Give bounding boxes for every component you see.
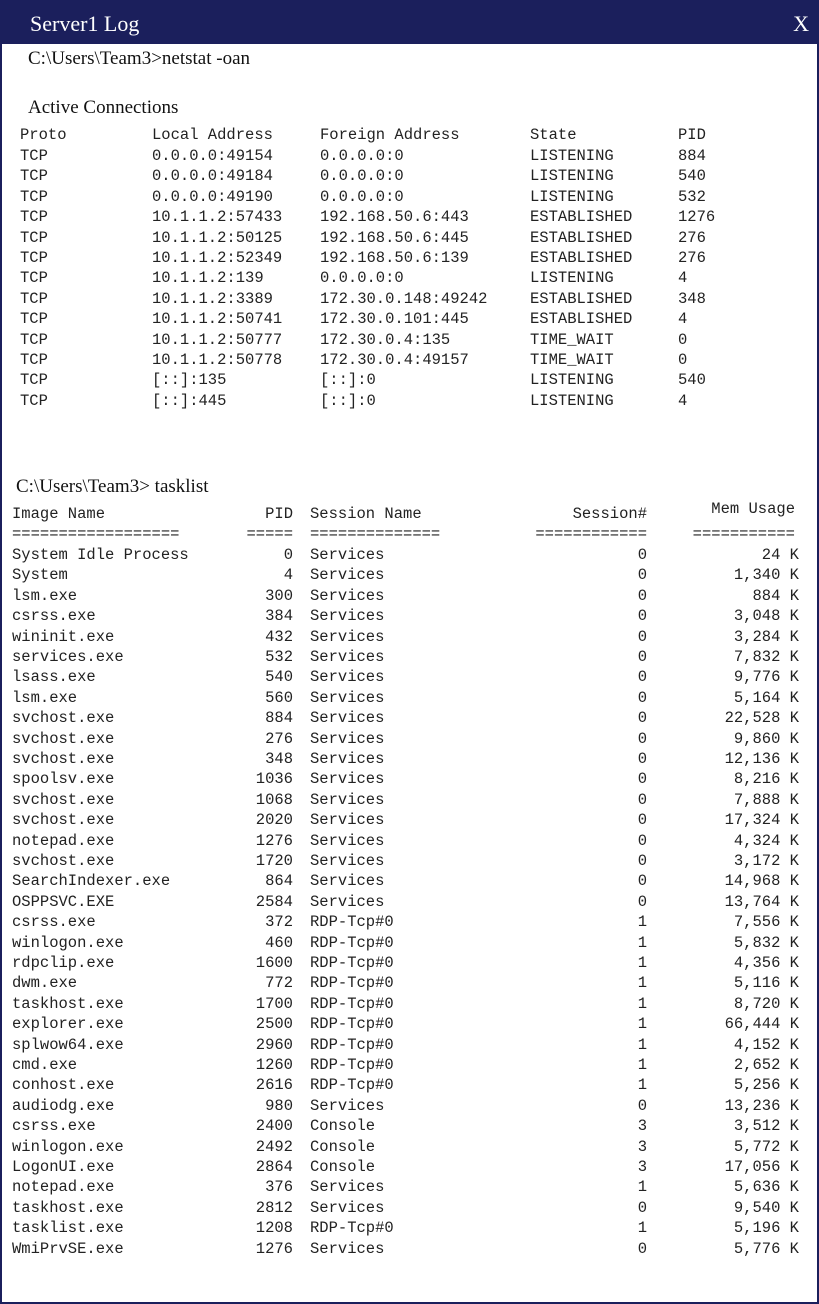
tasklist-cell-image: csrss.exe: [12, 913, 96, 932]
tasklist-cell-session-name: Services: [310, 1198, 385, 1217]
netstat-cell-state: LISTENING: [530, 147, 614, 165]
tasklist-cell-session-num: 1: [637, 1035, 647, 1054]
tasklist-cell-image: taskhost.exe: [12, 994, 124, 1013]
tasklist-cell-session-name: Services: [310, 790, 385, 809]
tasklist-cell-mem: 9,776 K: [733, 668, 799, 687]
tasklist-cell-mem: 9,860 K: [733, 729, 799, 748]
netstat-cell-foreign: 172.30.0.101:445: [320, 310, 469, 329]
tasklist-cell-image: lsm.exe: [12, 586, 78, 605]
tasklist-cell-session-name: Services: [310, 1096, 385, 1115]
netstat-cell-local: 0.0.0.0:49184: [152, 167, 273, 186]
tasklist-cell-image: explorer.exe: [12, 1015, 124, 1034]
netstat-cell-state: TIME_WAIT: [530, 330, 614, 349]
tasklist-cell-image: taskhost.exe: [12, 1198, 124, 1217]
tasklist-cell-pid: 540: [265, 668, 293, 687]
tasklist-cell-image: OSPPSVC.EXE: [12, 892, 115, 911]
tasklist-cell-session-num: 1: [637, 974, 647, 993]
tasklist-cell-image: rdpclip.exe: [12, 954, 115, 972]
tasklist-cell-session-num: 3: [637, 1117, 647, 1136]
tasklist-cell-session-num: 0: [637, 872, 647, 891]
tasklist-cell-image: lsass.exe: [12, 668, 96, 687]
tasklist-cell-image: svchost.exe: [12, 709, 115, 728]
tasklist-cell-pid: 4: [283, 566, 293, 585]
tasklist-cell-session-name: Services: [310, 668, 385, 687]
tasklist-cell-image: csrss.exe: [12, 607, 96, 626]
tasklist-header-session-name: Session Name: [310, 505, 422, 523]
netstat-cell-foreign: 0.0.0.0:0: [320, 269, 404, 288]
tasklist-cell-pid: 884: [265, 709, 293, 728]
netstat-cell-local: 10.1.1.2:50777: [152, 330, 283, 349]
tasklist-cell-pid: 2616: [255, 1076, 293, 1095]
tasklist-cell-mem: 24 K: [761, 546, 799, 564]
tasklist-cell-session-name: RDP-Tcp#0: [310, 933, 394, 952]
netstat-cell-local: 10.1.1.2:50741: [152, 310, 283, 329]
netstat-cell-local: 0.0.0.0:49190: [152, 187, 273, 206]
netstat-cell-proto: TCP: [20, 391, 48, 410]
tasklist-cell-image: svchost.exe: [12, 729, 115, 748]
tasklist-cell-session-num: 0: [637, 607, 647, 626]
netstat-cell-foreign: [::]:0: [320, 391, 376, 410]
netstat-cell-pid: 4: [678, 391, 688, 410]
netstat-cell-pid: 348: [678, 289, 706, 308]
tasklist-cell-session-name: Services: [310, 1239, 385, 1258]
tasklist-cell-mem: 12,136 K: [724, 750, 799, 768]
tasklist-cell-session-num: 0: [637, 709, 647, 728]
netstat-cell-state: ESTABLISHED: [530, 289, 633, 308]
tasklist-cell-session-num: 1: [637, 933, 647, 952]
netstat-cell-state: ESTABLISHED: [530, 228, 633, 247]
tasklist-separator-session-num: ============: [535, 525, 647, 543]
tasklist-cell-mem: 884 K: [752, 586, 799, 605]
tasklist-cell-mem: 4,356 K: [733, 954, 799, 972]
tasklist-cell-mem: 5,832 K: [733, 933, 799, 952]
tasklist-cell-session-name: RDP-Tcp#0: [310, 1015, 394, 1034]
tasklist-cell-session-name: RDP-Tcp#0: [310, 994, 394, 1013]
tasklist-cell-session-name: Console: [310, 1158, 376, 1176]
tasklist-cell-image: System: [12, 566, 68, 585]
tasklist-cell-session-name: Services: [310, 892, 385, 911]
tasklist-cell-mem: 3,048 K: [733, 607, 799, 626]
tasklist-cell-image: notepad.exe: [12, 1178, 115, 1197]
netstat-cell-foreign: 192.168.50.6:445: [320, 228, 469, 247]
netstat-cell-pid: 884: [678, 147, 706, 165]
netstat-cell-pid: 4: [678, 269, 688, 288]
netstat-cell-proto: TCP: [20, 289, 48, 308]
netstat-cell-local: 10.1.1.2:50125: [152, 228, 283, 247]
netstat-cell-local: 10.1.1.2:50778: [152, 351, 283, 369]
tasklist-cell-mem: 5,776 K: [733, 1239, 799, 1258]
tasklist-cell-pid: 2960: [255, 1035, 293, 1054]
netstat-cell-foreign: 172.30.0.4:135: [320, 330, 451, 349]
netstat-cell-state: LISTENING: [530, 269, 614, 288]
tasklist-cell-pid: 772: [265, 974, 293, 993]
tasklist-cell-pid: 432: [265, 627, 293, 646]
tasklist-cell-session-num: 1: [637, 913, 647, 932]
tasklist-cell-mem: 3,172 K: [733, 852, 799, 870]
netstat-cell-local: [::]:445: [152, 391, 227, 410]
tasklist-cell-session-num: 0: [637, 688, 647, 707]
tasklist-cell-mem: 8,720 K: [733, 994, 799, 1013]
tasklist-cell-session-num: 0: [637, 770, 647, 789]
netstat-cell-state: LISTENING: [530, 391, 614, 410]
tasklist-cell-mem: 5,772 K: [733, 1137, 799, 1156]
tasklist-cell-session-num: 1: [637, 1178, 647, 1197]
netstat-cell-proto: TCP: [20, 208, 48, 227]
netstat-cell-proto: TCP: [20, 187, 48, 206]
tasklist-cell-session-name: RDP-Tcp#0: [310, 1035, 394, 1054]
netstat-cell-pid: 1276: [678, 208, 716, 227]
tasklist-cell-mem: 13,764 K: [724, 892, 799, 911]
netstat-header-pid: PID: [678, 126, 706, 144]
tasklist-cell-session-name: Services: [310, 872, 385, 891]
netstat-cell-proto: TCP: [20, 351, 48, 369]
tasklist-cell-image: svchost.exe: [12, 852, 115, 870]
tasklist-cell-session-name: Services: [310, 566, 385, 585]
tasklist-cell-pid: 372: [265, 913, 293, 932]
tasklist-cell-session-name: Services: [310, 1178, 385, 1197]
tasklist-cell-image: lsm.exe: [12, 688, 78, 707]
netstat-cell-pid: 276: [678, 249, 706, 267]
tasklist-cell-image: winlogon.exe: [12, 1137, 124, 1156]
tasklist-cell-pid: 300: [265, 586, 293, 605]
tasklist-cell-mem: 14,968 K: [724, 872, 799, 891]
netstat-cell-pid: 0: [678, 351, 688, 369]
tasklist-cell-image: services.exe: [12, 648, 124, 666]
tasklist-cell-image: tasklist.exe: [12, 1219, 124, 1238]
netstat-cell-proto: TCP: [20, 330, 48, 349]
tasklist-cell-pid: 276: [265, 729, 293, 748]
tasklist-cell-pid: 2864: [255, 1158, 293, 1176]
tasklist-cell-session-num: 0: [637, 566, 647, 585]
netstat-cell-pid: 532: [678, 187, 706, 206]
active-connections-heading: Active Connections: [28, 97, 179, 118]
tasklist-cell-image: spoolsv.exe: [12, 770, 115, 789]
netstat-cell-foreign: 192.168.50.6:443: [320, 208, 469, 227]
netstat-header-foreign: Foreign Address: [320, 126, 460, 144]
tasklist-cell-mem: 5,636 K: [733, 1178, 799, 1197]
tasklist-cell-pid: 384: [265, 607, 293, 626]
tasklist-cell-image: wininit.exe: [12, 627, 115, 646]
tasklist-cell-pid: 0: [283, 546, 293, 564]
tasklist-cell-mem: 1,340 K: [733, 566, 799, 585]
netstat-cell-local: 10.1.1.2:139: [152, 269, 264, 288]
tasklist-cell-session-num: 0: [637, 729, 647, 748]
tasklist-cell-session-name: Services: [310, 811, 385, 830]
tasklist-cell-session-num: 0: [637, 1239, 647, 1258]
netstat-cell-state: LISTENING: [530, 371, 614, 390]
tasklist-cell-image: notepad.exe: [12, 831, 115, 850]
tasklist-separator-mem: ===========: [692, 525, 795, 543]
tasklist-cell-session-num: 0: [637, 892, 647, 911]
netstat-cell-state: LISTENING: [530, 187, 614, 206]
tasklist-cell-image: conhost.exe: [12, 1076, 115, 1095]
tasklist-cell-image: SearchIndexer.exe: [12, 872, 171, 891]
tasklist-cell-image: splwow64.exe: [12, 1035, 124, 1054]
tasklist-cell-pid: 1600: [255, 954, 293, 972]
netstat-cell-state: ESTABLISHED: [530, 208, 633, 227]
tasklist-header-mem: Mem Usage: [711, 500, 795, 518]
netstat-cell-local: 10.1.1.2:3389: [152, 289, 273, 308]
tasklist-cell-image: csrss.exe: [12, 1117, 96, 1136]
tasklist-cell-pid: 980: [265, 1096, 293, 1115]
tasklist-cell-session-num: 1: [637, 954, 647, 972]
netstat-cell-pid: 276: [678, 228, 706, 247]
tasklist-cell-session-num: 0: [637, 586, 647, 605]
tasklist-cell-session-num: 0: [637, 648, 647, 666]
tasklist-cell-image: svchost.exe: [12, 790, 115, 809]
tasklist-separator-session-name: ==============: [310, 525, 441, 543]
tasklist-cell-image: WmiPrvSE.exe: [12, 1239, 124, 1258]
tasklist-cell-session-name: Services: [310, 729, 385, 748]
tasklist-cell-pid: 1700: [255, 994, 293, 1013]
tasklist-cell-pid: 1276: [255, 1239, 293, 1258]
netstat-cell-pid: 0: [678, 330, 688, 349]
tasklist-header-pid: PID: [265, 505, 293, 523]
tasklist-cell-mem: 5,116 K: [733, 974, 799, 993]
tasklist-cell-session-name: Services: [310, 648, 385, 666]
netstat-cell-state: ESTABLISHED: [530, 310, 633, 329]
tasklist-cell-session-name: RDP-Tcp#0: [310, 1056, 394, 1074]
tasklist-cell-session-name: Services: [310, 770, 385, 789]
netstat-cell-local: 0.0.0.0:49154: [152, 147, 273, 165]
tasklist-cell-image: svchost.exe: [12, 811, 115, 830]
tasklist-cell-mem: 8,216 K: [733, 770, 799, 789]
tasklist-cell-session-name: RDP-Tcp#0: [310, 974, 394, 993]
tasklist-cell-session-name: RDP-Tcp#0: [310, 1219, 394, 1238]
netstat-cell-foreign: [::]:0: [320, 371, 376, 390]
netstat-cell-proto: TCP: [20, 167, 48, 186]
tasklist-cell-mem: 7,888 K: [733, 790, 799, 809]
tasklist-cell-pid: 376: [265, 1178, 293, 1197]
tasklist-cell-session-num: 0: [637, 852, 647, 870]
netstat-header-proto: Proto: [20, 126, 67, 144]
netstat-cell-foreign: 192.168.50.6:139: [320, 249, 469, 267]
tasklist-cell-image: LogonUI.exe: [12, 1158, 115, 1176]
tasklist-cell-session-name: Services: [310, 586, 385, 605]
netstat-cell-state: TIME_WAIT: [530, 351, 614, 369]
tasklist-cell-pid: 2020: [255, 811, 293, 830]
tasklist-cell-session-num: 0: [637, 1096, 647, 1115]
netstat-cell-local: 10.1.1.2:52349: [152, 249, 283, 267]
tasklist-cell-image: cmd.exe: [12, 1056, 78, 1074]
tasklist-cell-pid: 1208: [255, 1219, 293, 1238]
netstat-cell-pid: 4: [678, 310, 688, 329]
netstat-cell-state: LISTENING: [530, 167, 614, 186]
tasklist-cell-mem: 4,152 K: [733, 1035, 799, 1054]
netstat-cell-proto: TCP: [20, 228, 48, 247]
tasklist-cell-session-name: Services: [310, 607, 385, 626]
netstat-header-state: State: [530, 126, 577, 144]
tasklist-cell-pid: 864: [265, 872, 293, 891]
netstat-cell-proto: TCP: [20, 371, 48, 390]
tasklist-cell-pid: 532: [265, 648, 293, 666]
tasklist-separator-image: ==================: [12, 525, 180, 543]
tasklist-cell-mem: 13,236 K: [724, 1096, 799, 1115]
tasklist-cell-mem: 17,324 K: [724, 811, 799, 830]
netstat-cell-state: ESTABLISHED: [530, 249, 633, 267]
tasklist-cell-mem: 3,284 K: [733, 627, 799, 646]
netstat-cell-local: [::]:135: [152, 371, 227, 390]
tasklist-cell-pid: 2584: [255, 892, 293, 911]
tasklist-cell-image: audiodg.exe: [12, 1096, 115, 1115]
tasklist-cell-session-num: 1: [637, 994, 647, 1013]
tasklist-cell-session-name: Services: [310, 546, 385, 564]
tasklist-cell-mem: 3,512 K: [733, 1117, 799, 1136]
tasklist-command: C:\Users\Team3> tasklist: [16, 476, 209, 497]
tasklist-cell-mem: 5,164 K: [733, 688, 799, 707]
tasklist-cell-session-num: 3: [637, 1158, 647, 1176]
tasklist-header-session-num: Session#: [572, 505, 647, 523]
tasklist-cell-pid: 560: [265, 688, 293, 707]
title-bar[interactable]: [2, 2, 817, 44]
netstat-cell-foreign: 172.30.0.4:49157: [320, 351, 469, 369]
netstat-cell-pid: 540: [678, 371, 706, 390]
tasklist-cell-session-num: 1: [637, 1219, 647, 1238]
tasklist-header-image: Image Name: [12, 505, 106, 523]
netstat-cell-proto: TCP: [20, 310, 48, 329]
tasklist-cell-image: System Idle Process: [12, 546, 189, 564]
tasklist-cell-mem: 17,056 K: [724, 1158, 799, 1176]
tasklist-cell-session-num: 0: [637, 750, 647, 768]
tasklist-cell-mem: 7,832 K: [733, 648, 799, 666]
netstat-cell-foreign: 0.0.0.0:0: [320, 147, 404, 165]
tasklist-separator-pid: =====: [246, 525, 293, 543]
tasklist-cell-session-num: 0: [637, 831, 647, 850]
netstat-cell-foreign: 0.0.0.0:0: [320, 167, 404, 186]
tasklist-cell-session-name: Services: [310, 627, 385, 646]
tasklist-cell-mem: 5,196 K: [733, 1219, 799, 1238]
tasklist-cell-mem: 2,652 K: [733, 1056, 799, 1074]
tasklist-cell-session-num: 0: [637, 790, 647, 809]
tasklist-cell-session-name: RDP-Tcp#0: [310, 1076, 394, 1095]
tasklist-cell-session-num: 0: [637, 546, 647, 564]
netstat-cell-foreign: 172.30.0.148:49242: [320, 289, 488, 308]
tasklist-cell-image: dwm.exe: [12, 974, 78, 993]
netstat-cell-foreign: 0.0.0.0:0: [320, 187, 404, 206]
tasklist-cell-session-name: Services: [310, 750, 385, 768]
tasklist-cell-pid: 348: [265, 750, 293, 768]
tasklist-cell-mem: 5,256 K: [733, 1076, 799, 1095]
tasklist-cell-session-num: 0: [637, 811, 647, 830]
tasklist-cell-session-num: 0: [637, 668, 647, 687]
netstat-cell-proto: TCP: [20, 249, 48, 267]
tasklist-cell-mem: 66,444 K: [724, 1015, 799, 1034]
tasklist-cell-mem: 22,528 K: [724, 709, 799, 728]
tasklist-cell-session-num: 0: [637, 1198, 647, 1217]
tasklist-cell-session-num: 1: [637, 1076, 647, 1095]
tasklist-cell-pid: 1276: [255, 831, 293, 850]
close-button[interactable]: X: [793, 11, 809, 36]
tasklist-cell-session-name: Services: [310, 688, 385, 707]
tasklist-cell-pid: 2492: [255, 1137, 293, 1156]
tasklist-cell-mem: 4,324 K: [733, 831, 799, 850]
netstat-cell-proto: TCP: [20, 269, 48, 288]
tasklist-cell-session-num: 1: [637, 1015, 647, 1034]
tasklist-cell-session-name: Services: [310, 831, 385, 850]
tasklist-cell-session-name: Console: [310, 1137, 376, 1156]
tasklist-cell-pid: 2400: [255, 1117, 293, 1136]
tasklist-cell-pid: 2500: [255, 1015, 293, 1034]
tasklist-cell-session-num: 0: [637, 627, 647, 646]
netstat-cell-local: 10.1.1.2:57433: [152, 208, 283, 227]
tasklist-cell-session-name: RDP-Tcp#0: [310, 954, 394, 972]
tasklist-cell-image: winlogon.exe: [12, 933, 124, 952]
window-title: Server1 Log: [30, 11, 140, 36]
tasklist-cell-mem: 7,556 K: [733, 913, 799, 932]
tasklist-cell-session-name: Services: [310, 709, 385, 728]
tasklist-cell-session-name: Services: [310, 852, 385, 870]
tasklist-cell-session-num: 1: [637, 1056, 647, 1074]
tasklist-cell-session-num: 3: [637, 1137, 647, 1156]
tasklist-cell-session-name: RDP-Tcp#0: [310, 913, 394, 932]
tasklist-cell-mem: 9,540 K: [733, 1198, 799, 1217]
netstat-command: C:\Users\Team3>netstat -oan: [28, 48, 251, 69]
tasklist-cell-pid: 1068: [255, 790, 293, 809]
tasklist-cell-pid: 1036: [255, 770, 293, 789]
tasklist-cell-pid: 460: [265, 933, 293, 952]
netstat-cell-pid: 540: [678, 167, 706, 186]
tasklist-cell-pid: 1260: [255, 1056, 293, 1074]
tasklist-cell-image: svchost.exe: [12, 750, 115, 768]
tasklist-cell-pid: 1720: [255, 852, 293, 870]
netstat-header-local: Local Address: [152, 126, 273, 144]
netstat-cell-proto: TCP: [20, 147, 48, 165]
tasklist-cell-pid: 2812: [255, 1198, 293, 1217]
tasklist-cell-session-name: Console: [310, 1117, 376, 1136]
